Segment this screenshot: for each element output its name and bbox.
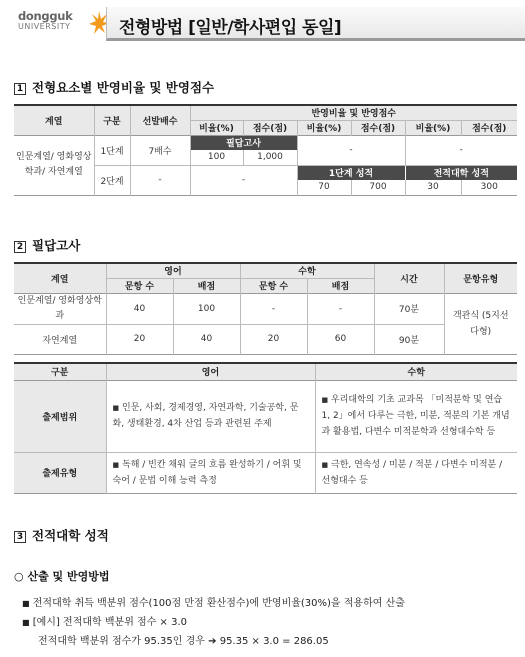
s1-dash: -: [405, 135, 517, 165]
section3-title: 전적대학 성적: [32, 528, 109, 543]
s1-series-cell: 인문계열/ 영화영상학과/ 자연계열: [14, 135, 94, 195]
s1-stage2: 2단계: [94, 165, 130, 195]
section3-line1-text: 전적대학 취득 백분위 점수(100점 만점 환산점수)에 반영비율(30%)을 적용하여 산출: [32, 598, 405, 609]
logo-sub: UNIVERSITY: [18, 22, 71, 31]
s2-col-points: 배점: [307, 278, 374, 293]
section3-line3: [38, 632, 329, 647]
s2-type-math: 극한, 연속성 / 미분 / 적분 / 다변수 미적분 / 선형대수 등: [321, 459, 503, 486]
s1-written-exam: 필답고사: [190, 135, 297, 150]
s2-col-count: 문항 수: [240, 278, 307, 293]
s2-col-math: 수학: [240, 263, 374, 278]
s1-s2-score1: 700: [351, 180, 405, 195]
s2-col-series: 계열: [14, 263, 106, 293]
s1-prev-univ: 전적대학 성적: [405, 165, 517, 180]
section2-heading: [14, 236, 80, 254]
section3-line2: [22, 613, 187, 628]
s2-range-math: 우리대학의 기초 교과목 「미적분학 및 연습 1, 2」에서 다루는 극한, 미분, 적분의 기본 개념과 활용법, 다변수 미적분학과 선형대수학 등: [321, 395, 510, 437]
s2-type-label: 출제유형: [14, 452, 106, 493]
s1-dash: -: [297, 135, 405, 165]
s2-range-english-cell: ■ 인문, 사회, 경제경영, 자연과학, 기술공학, 문화, 생태환경, 4차 산업 등과 관련된 주제: [106, 380, 315, 452]
page-title: 전형방법 [일반/학사편입 동일]: [119, 18, 342, 38]
s2-col-count: 문항 수: [106, 278, 173, 293]
s2-row1-cell: 100: [173, 293, 240, 324]
s2-col-type: 문항유형: [444, 263, 517, 293]
section1-table: [14, 104, 517, 196]
s2-row2-series: 자연계열: [14, 324, 106, 354]
section2-title: 필답고사: [32, 238, 81, 253]
s2-row1-cell: 40: [106, 293, 173, 324]
logo-name: dongguk: [18, 9, 73, 23]
s2-row2-time: 90분: [374, 324, 444, 354]
square-bullet-icon: ■: [22, 618, 30, 627]
section3-line1: [22, 594, 405, 609]
section1-number: 1: [14, 83, 26, 95]
title-banner: [106, 7, 525, 41]
s2-row2-cell: 20: [240, 324, 307, 354]
s2-type-english: 독해 / 빈칸 채워 글의 흐름 완성하기 / 어휘 및 숙어 / 문법 이해 능력 측정: [112, 459, 302, 486]
s2-type-text: 객관식 (5지선다형): [452, 310, 509, 337]
s1-stage1: 1단계: [94, 135, 130, 165]
section3-line2-text: [예시] 전적대학 백분위 점수 × 3.0: [32, 617, 187, 628]
s2-col-time: 시간: [374, 263, 444, 293]
section3-sub-title: 산출 및 반영방법: [27, 570, 110, 583]
s2-col-points: 배점: [173, 278, 240, 293]
s1-col-score: 점수(점): [351, 120, 405, 135]
section2-table2: [14, 362, 517, 494]
s2-range-label: 출제범위: [14, 380, 106, 452]
s1-dash: -: [190, 165, 297, 195]
s1-written-ratio: 100: [190, 150, 243, 165]
page-header: [6, 3, 520, 43]
square-bullet-icon: ■: [22, 599, 30, 608]
section3-heading: [14, 526, 109, 544]
s2-type-math-cell: ■ 극한, 연속성 / 미분 / 적분 / 다변수 미적분 / 선형대수 등: [321, 459, 503, 486]
s1-col-score: 점수(점): [243, 120, 297, 135]
s1-col-ratio: 비율(%): [297, 120, 351, 135]
section2-table1: [14, 262, 517, 355]
section3-subheading: [14, 568, 110, 584]
s2-row1-time: 70분: [374, 293, 444, 324]
section3-number: 3: [14, 531, 26, 543]
circle-icon: ○: [14, 570, 24, 583]
s2-t2-col-math: 수학: [315, 363, 517, 380]
s1-col-series: 계열: [14, 105, 94, 135]
s2-row2-cell: 40: [173, 324, 240, 354]
section1-title: 전형요소별 반영비율 및 반영점수: [32, 80, 215, 95]
s1-col-group: 반영비율 및 반영점수: [190, 105, 517, 120]
s2-range-math-cell: ■ 우리대학의 기초 교과목 「미적분학 및 연습 1, 2」에서 다루는 극한, 미분, 적분의 기본 개념과 활용법, 다변수 미적분학과 선형대수학 등: [321, 395, 510, 437]
section2-number: 2: [14, 241, 26, 253]
university-logo: [18, 9, 108, 41]
s1-multiplier1: 7배수: [130, 135, 190, 165]
s2-row1-cell: -: [307, 293, 374, 324]
section3-line3-a: 전적대학 백분위 점수가 95.35인 경우: [38, 636, 205, 647]
s2-row2-cell: 20: [106, 324, 173, 354]
section1-heading: [14, 78, 214, 96]
s2-type-english-cell: ■ 독해 / 빈칸 채워 글의 흐름 완성하기 / 어휘 및 숙어 / 문법 이해 능력 측정: [106, 452, 315, 493]
s1-s2-ratio2: 30: [405, 180, 461, 195]
s1-dash: -: [130, 165, 190, 195]
s1-s2-score2: 300: [480, 182, 498, 193]
s2-col-english: 영어: [106, 263, 240, 278]
s2-row1-series: 인문계열/ 영화영상학과: [14, 293, 106, 324]
s2-range-english: 인문, 사회, 경제경영, 자연과학, 기술공학, 문화, 생태환경, 4차 산업 등과 관련된 주제: [112, 403, 299, 429]
s1-col-ratio: 비율(%): [190, 120, 243, 135]
s1-written-score: 1,000: [243, 150, 297, 165]
s2-row1-cell: -: [240, 293, 307, 324]
s2-t2-col-div: 구분: [14, 363, 106, 380]
s1-col-stage: 구분: [94, 105, 130, 135]
s2-t2-col-english: 영어: [106, 363, 315, 380]
s1-stage1-result: 1단계 성적: [297, 165, 405, 180]
s1-col-ratio: 비율(%): [405, 120, 461, 135]
s1-col-multiplier: 선발배수: [130, 105, 190, 135]
s1-col-score: 점수(점): [461, 120, 517, 135]
arrow-right-icon: ➔: [208, 636, 217, 647]
s2-row2-cell: 60: [307, 324, 374, 354]
s1-s2-ratio1: 70: [297, 180, 351, 195]
section3-line3-b: 95.35 × 3.0 = 286.05: [219, 636, 329, 647]
